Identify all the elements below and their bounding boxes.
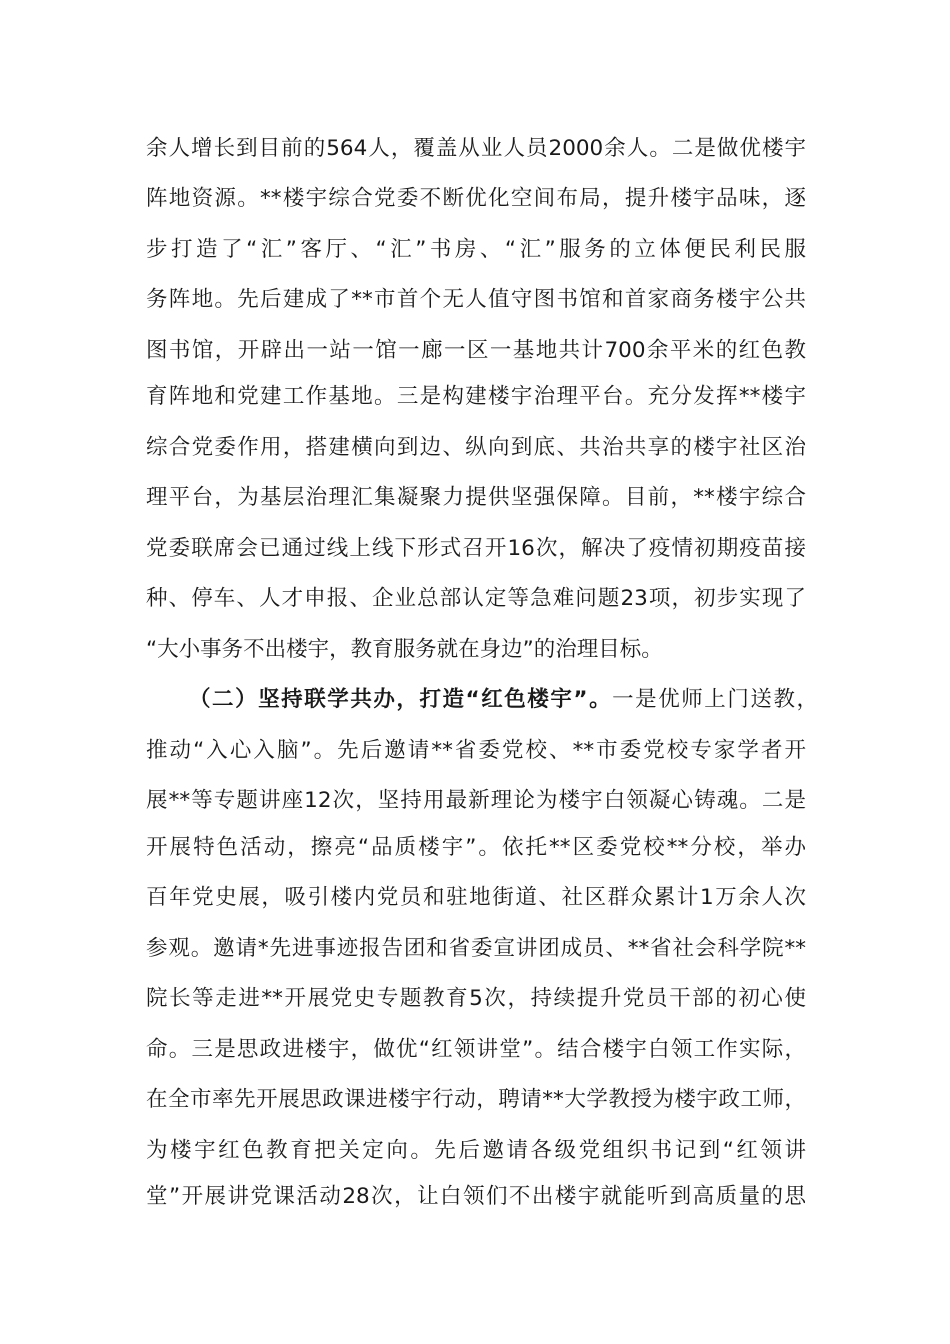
text-line: 阵地资源。**楼宇综合党委不断优化空间布局，提升楼宇品味，逐 — [146, 186, 806, 211]
text-line: 育阵地和党建工作基地。三是构建楼宇治理平台。充分发挥**楼宇 — [146, 384, 806, 409]
text-line: 堂”开展讲党课活动28次，让白领们不出楼宇就能听到高质量的思 — [146, 1184, 806, 1209]
text-line: “大小事务不出楼宇，教育服务就在身边”的治理目标。 — [146, 637, 663, 662]
text-line: 参观。邀请*先进事迹报告团和省委宣讲团成员、**省社会科学院** — [146, 936, 806, 961]
text-line: 步打造了“汇”客厅、“汇”书房、“汇”服务的立体便民利民服 — [146, 237, 806, 262]
text-line: 院长等走进**开展党史专题教育5次，持续提升党员干部的初心使 — [146, 986, 806, 1011]
text-line: 命。三是思政进楼宇，做优“红领讲堂”。结合楼宇白领工作实际， — [146, 1037, 806, 1062]
text-line: 理平台，为基层治理汇集凝聚力提供坚强保障。目前，**楼宇综合 — [146, 485, 806, 510]
text-line: 推动“入心入脑”。先后邀请**省委党校、**市委党校专家学者开 — [146, 738, 806, 763]
text-line: 为楼宇红色教育把关定向。先后邀请各级党组织书记到“红领讲 — [146, 1138, 806, 1163]
text-line: 百年党史展，吸引楼内党员和驻地街道、社区群众累计1万余人次 — [146, 885, 806, 910]
text-line: 党委联席会已通过线上线下形式召开16次，解决了疫情初期疫苗接 — [146, 536, 806, 561]
text-line: 余人增长到目前的564人，覆盖从业人员2000余人。二是做优楼宇 — [146, 136, 806, 161]
section-first-line — [189, 683, 818, 717]
text-line: 展**等专题讲座12次，坚持用最新理论为楼宇白领凝心铸魂。二是 — [146, 788, 806, 813]
text-line: 在全市率先开展思政课进楼宇行动，聘请**大学教授为楼宇政工师， — [146, 1087, 806, 1112]
text-line: 务阵地。先后建成了**市首个无人值守图书馆和首家商务楼宇公共 — [146, 287, 806, 312]
text-line: 开展特色活动，擦亮“品质楼宇”。依托**区委党校**分校，举办 — [146, 835, 806, 860]
section-first-line-text: 一是优师上门送教， — [612, 687, 818, 712]
text-line: 种、停车、人才申报、企业总部认定等急难问题23项，初步实现了 — [146, 586, 806, 611]
text-line: 综合党委作用，搭建横向到边、纵向到底、共治共享的楼宇社区治 — [146, 435, 806, 460]
text-line: 图书馆，开辟出一站一馆一廊一区一基地共计700余平米的红色教 — [146, 338, 806, 363]
section-heading: （二）坚持联学共办，打造“红色楼宇”。 — [189, 687, 613, 712]
